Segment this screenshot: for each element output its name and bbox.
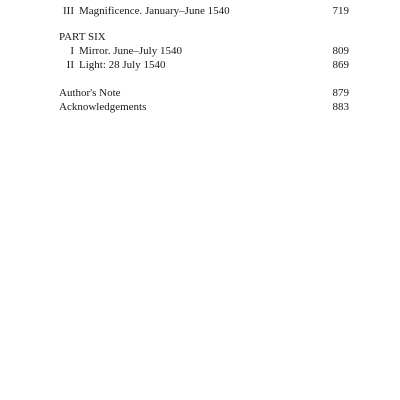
toc-entry: [59, 4, 349, 18]
page-number: 879: [332, 87, 349, 99]
toc-entry: [59, 100, 349, 114]
part-heading: PART SIX: [59, 31, 106, 43]
toc-entry: [59, 86, 349, 100]
chapter-numeral: II: [66, 59, 74, 71]
page-number: 883: [332, 101, 349, 113]
toc-entry: [59, 58, 349, 72]
chapter-title: Mirror. June–July 1540: [79, 45, 182, 57]
toc-entry: [59, 44, 349, 58]
chapter-title: Magnificence. January–June 1540: [79, 5, 230, 17]
page-number: 869: [332, 59, 349, 71]
back-matter-title: Author's Note: [59, 87, 121, 99]
part-heading-row: [59, 30, 349, 44]
page-number: 809: [332, 45, 349, 57]
chapter-numeral: I: [70, 45, 74, 57]
chapter-title: Light: 28 July 1540: [79, 59, 166, 71]
back-matter-title: Acknowledgements: [59, 101, 147, 113]
chapter-numeral: III: [63, 5, 74, 17]
page-number: 719: [332, 5, 349, 17]
